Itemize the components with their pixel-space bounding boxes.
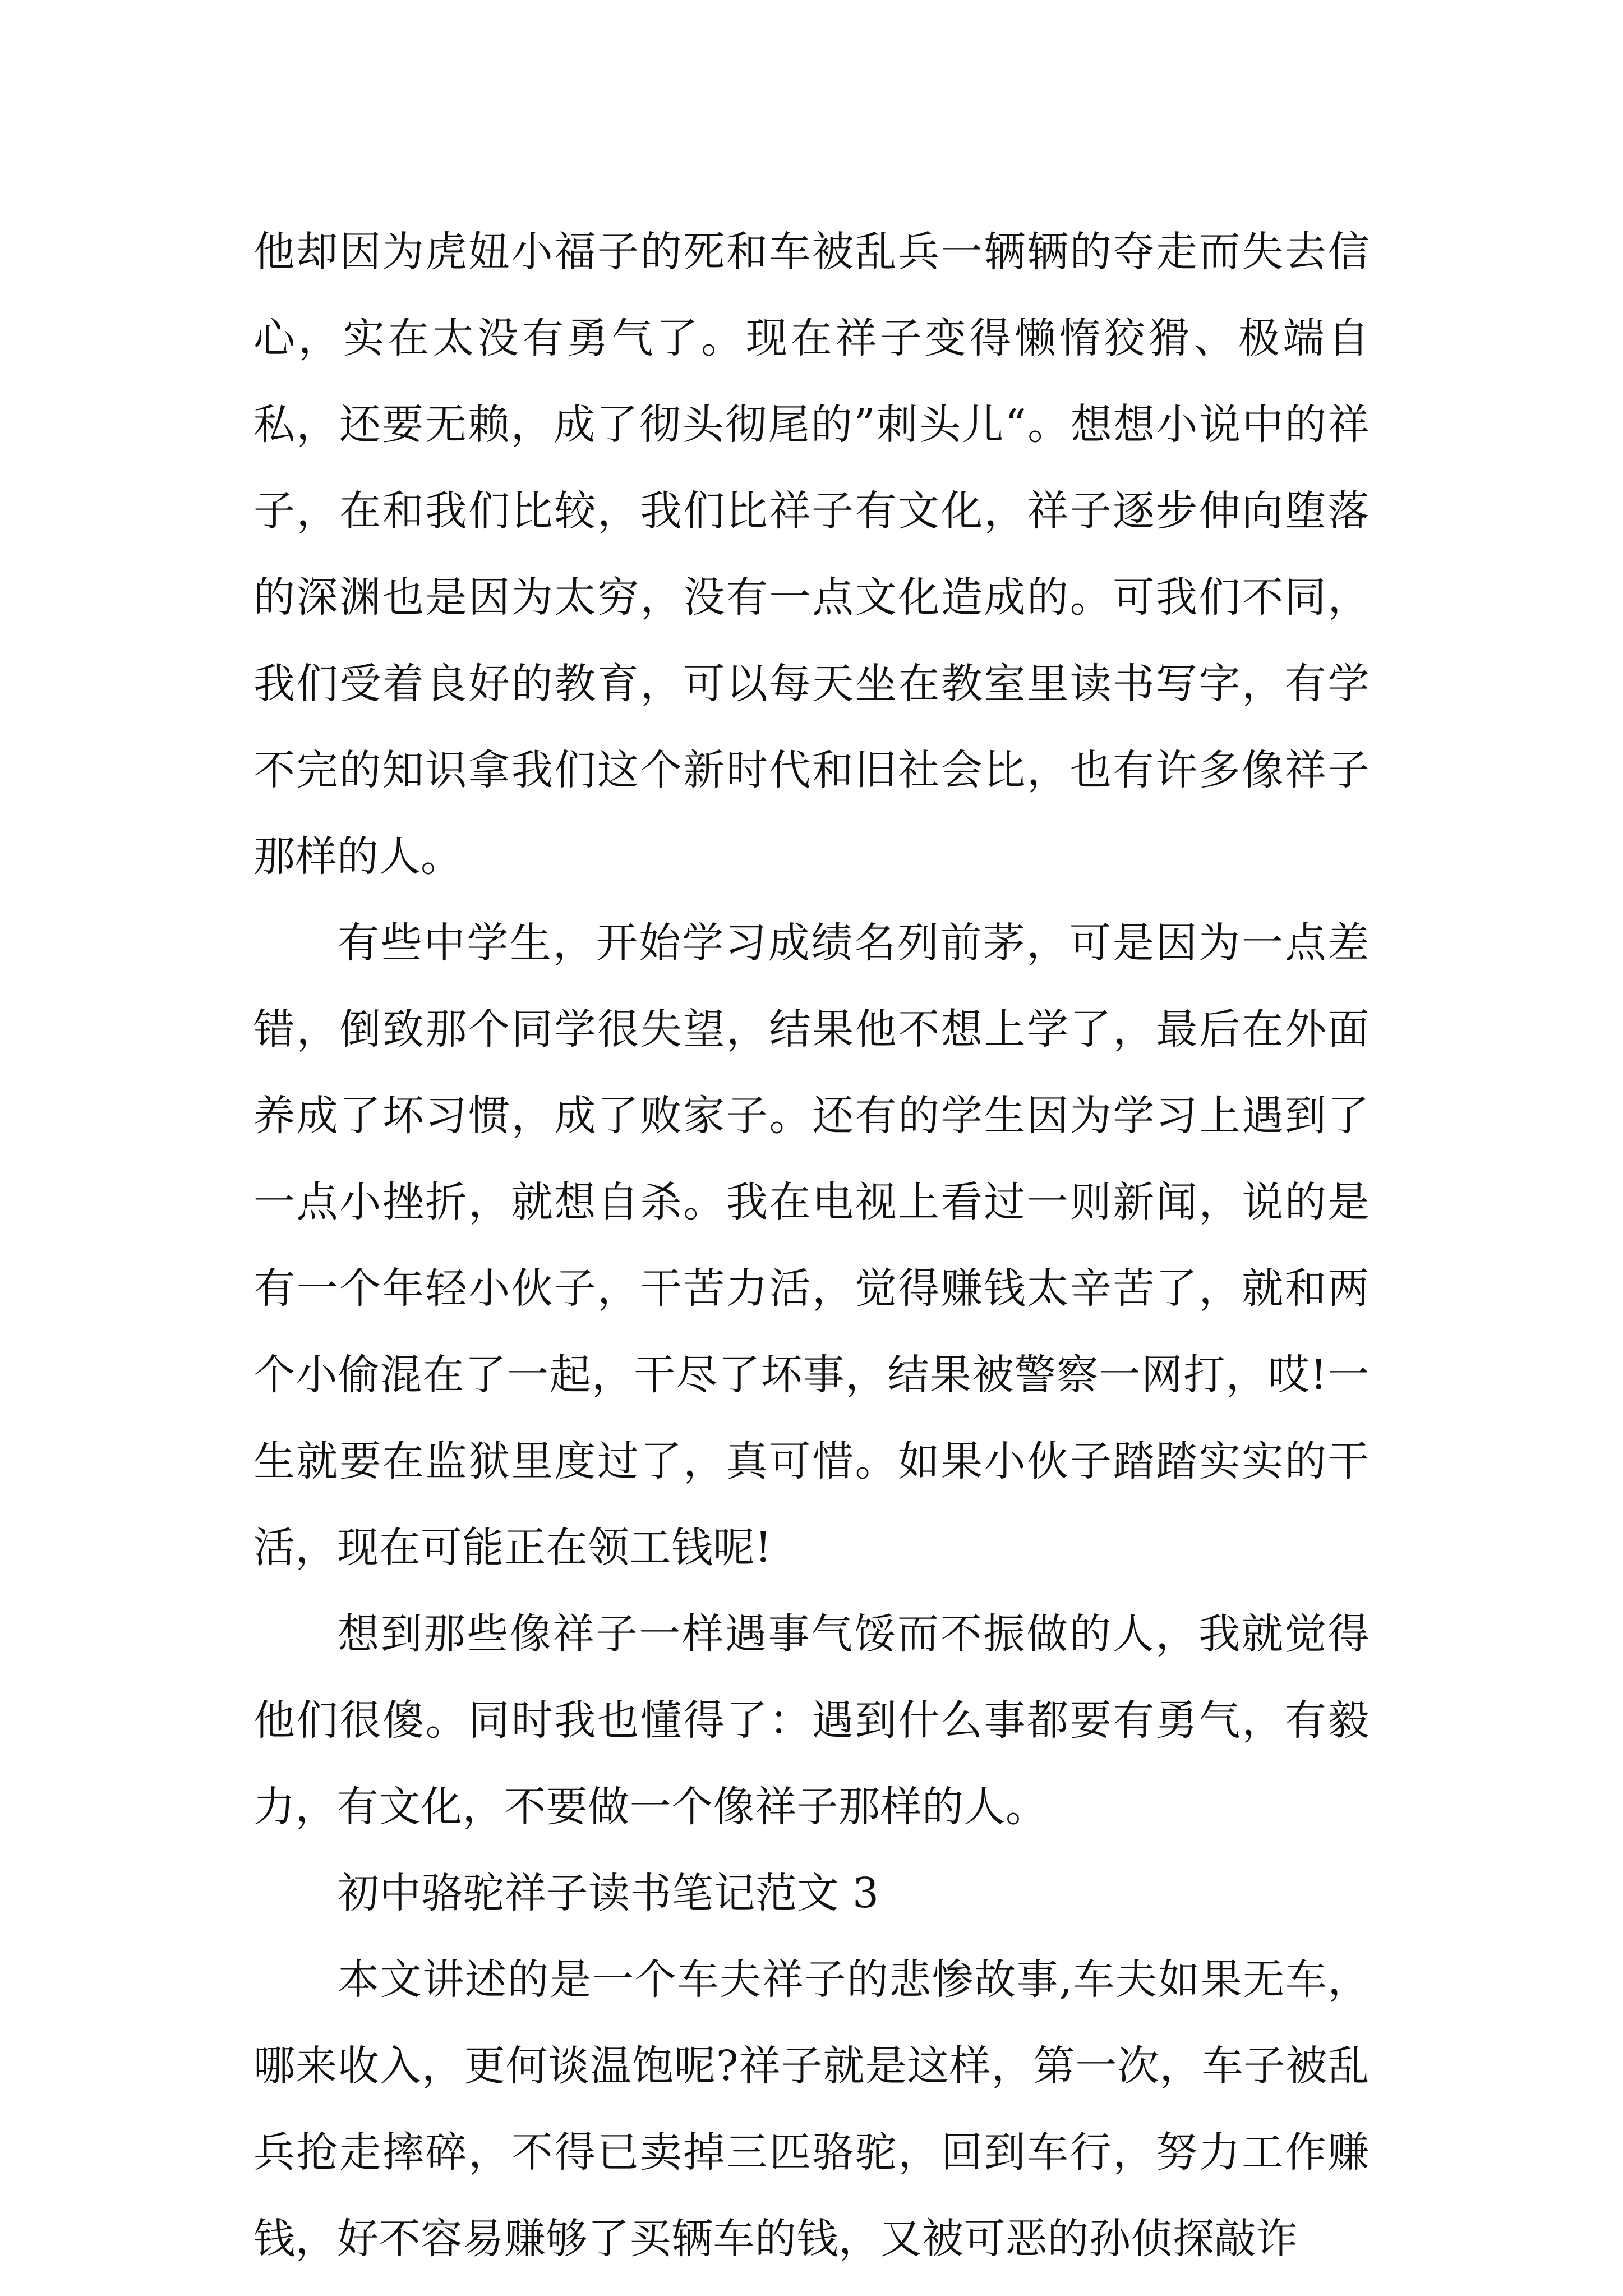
paragraph-continued: 他却因为虎妞小福子的死和车被乱兵一辆辆的夺走而失去信心，实在太没有勇气了。现在祥子变得懒惰狡猾、极端自私，还要无赖，成了彻头彻尾的”刺头儿“。想想小说中的祥子，在和我们比较，我们比祥子有文化，祥子逐步伸向堕落的深渊也是因为太穷，没有一点文化造成的。可我们不同，我们受着良好的教育，可以每天坐在教室里读书写字，有学不完的知识拿我们这个新时代和旧社会比，也有许多像祥子那样的人。 (253, 228, 1370, 881)
paragraph-middle-school-students: 有些中学生，开始学习成绩名列前茅，可是因为一点差错，倒致那个同学很失望，结果他不想上学了，最后在外面养成了坏习惯，成了败家子。还有的学生因为学习上遇到了一点小挫折，就想自杀。我在电视上看过一则新闻，说的是有一个年轻小伙子，干苦力活，觉得赚钱太辛苦了，就和两个小偷混在了一起，干尽了坏事，结果被警察一网打，哎!一生就要在监狱里度过了，真可惜。如果小伙子踏踏实实的干活，现在可能正在领工钱呢! (253, 919, 1370, 1572)
section-heading: 初中骆驼祥子读书笔记范文 3 (338, 1869, 879, 1917)
paragraph-conclusion: 想到那些像祥子一样遇事气馁而不振做的人，我就觉得他们很傻。同时我也懂得了：遇到什么事都要有勇气，有毅力，有文化，不要做一个像祥子那样的人。 (253, 1610, 1370, 1831)
paragraph-essay-3-start: 本文讲述的是一个车夫祥子的悲惨故事,车夫如果无车，哪来收入，更何谈温饱呢?祥子就是这样，第一次，车子被乱兵抢走摔碎，不得已卖掉三匹骆驼，回到车行，努力工作赚钱，好不容易赚够了买辆车的钱，又被可恶的孙侦探敲诈 (253, 1955, 1370, 2263)
document-body (253, 209, 1370, 2282)
